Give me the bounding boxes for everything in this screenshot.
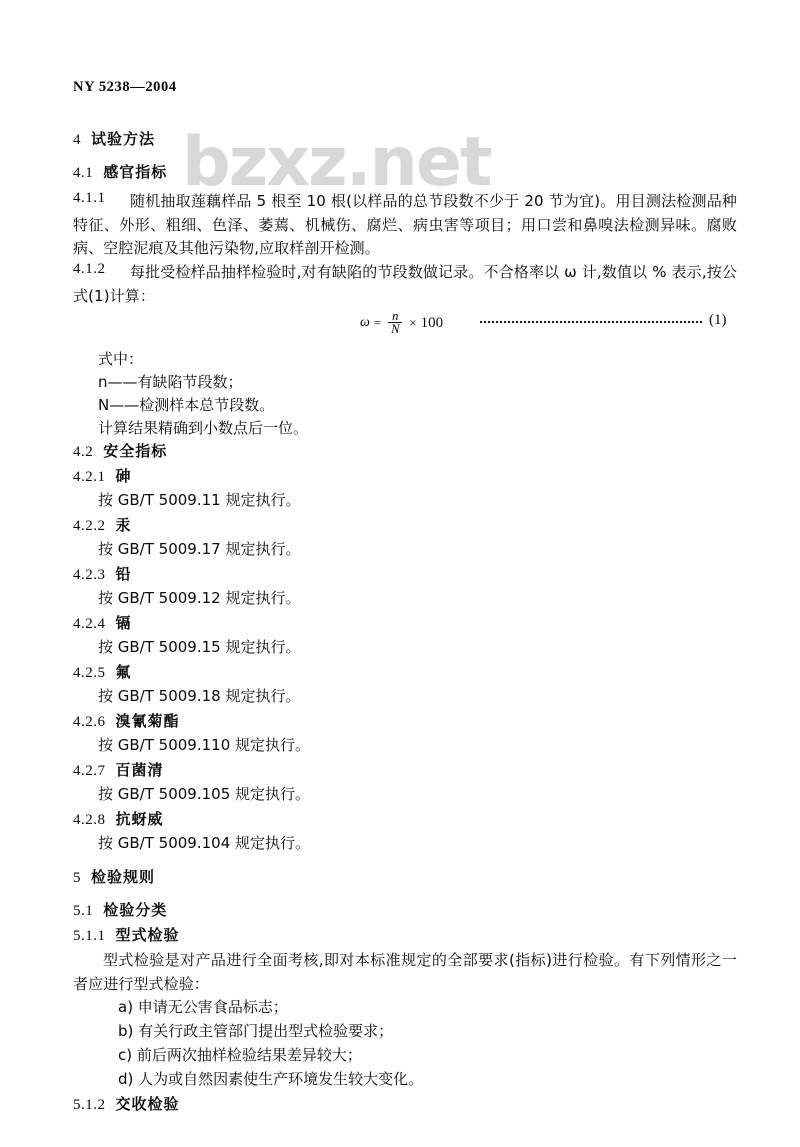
- heading-section-4-2-6: [73, 710, 180, 731]
- body-section-4-2-2: 按 GB/T 5009.17 规定执行。: [98, 540, 301, 558]
- heading-section-4-2-1-title: 砷: [115, 467, 132, 485]
- heading-section-4-2-number: 4.2: [73, 444, 94, 460]
- heading-section-4-2-4-number: 4.2.4: [73, 616, 106, 632]
- heading-section-4-2-3: [73, 563, 132, 584]
- heading-section-4-2-1-number: 4.2.1: [73, 469, 106, 485]
- heading-section-4-1-title: 感官指标: [103, 163, 168, 181]
- heading-section-5-1-1-title: 型式检验: [115, 926, 180, 944]
- heading-section-4-2-7-number: 4.2.7: [73, 763, 106, 779]
- heading-section-5-number: 5: [73, 870, 81, 886]
- list-item-d: d) 人为或自然因素使生产环境发生较大变化。: [118, 1070, 424, 1088]
- formula-numerator: n: [392, 309, 399, 323]
- heading-section-4-2-8-number: 4.2.8: [73, 812, 106, 828]
- heading-section-5-title: 检验规则: [91, 868, 156, 886]
- heading-section-4-2-title: 安全指标: [103, 442, 168, 460]
- heading-section-4-2-2-title: 汞: [115, 516, 132, 534]
- paragraph-5-1-1-text: 型式检验是对产品进行全面考核,即对本标准规定的全部要求(指标)进行检验。有下列情形之一者应进行型式检验：: [73, 951, 737, 993]
- formula-denominator: N: [391, 322, 400, 336]
- heading-section-4-2-7: [73, 759, 164, 780]
- heading-section-4-2-6-number: 4.2.6: [73, 714, 106, 730]
- formula-equation-number: (1): [709, 312, 727, 328]
- list-item-a: a) 申请无公害食品标志；: [118, 998, 288, 1016]
- body-section-4-2-3: 按 GB/T 5009.12 规定执行。: [98, 589, 301, 607]
- heading-section-4-2-4-title: 镉: [115, 614, 132, 632]
- heading-section-4-2-8-title: 抗蚜威: [115, 810, 164, 828]
- heading-section-4: [73, 128, 155, 149]
- heading-section-4-2-5: [73, 661, 132, 682]
- formula-dot-leader: [480, 321, 702, 323]
- body-section-4-2-5: 按 GB/T 5009.18 规定执行。: [98, 687, 301, 705]
- body-section-4-2-7: 按 GB/T 5009.105 规定执行。: [98, 785, 311, 803]
- heading-section-5-1-2: [73, 1093, 180, 1114]
- heading-section-5: [73, 866, 155, 887]
- formula-fraction: [388, 310, 402, 336]
- where-precision-note: 计算结果精确到小数点后一位。: [98, 419, 309, 437]
- formula-multiply-sign: ×: [409, 315, 417, 330]
- heading-section-4-2-3-number: 4.2.3: [73, 567, 106, 583]
- body-section-4-2-8: 按 GB/T 5009.104 规定执行。: [98, 834, 311, 852]
- paragraph-4-1-1-number: 4.1.1: [73, 190, 106, 206]
- heading-section-4-1: [73, 161, 167, 182]
- paragraph-4-1-2-number: 4.1.2: [73, 261, 106, 277]
- watermark-text: bzxz.net: [182, 123, 491, 202]
- formula-factor: 100: [420, 314, 444, 331]
- heading-section-4-2-6-title: 溴氰菊酯: [115, 712, 180, 730]
- paragraph-4-1-2-text: 每批受检样品抽样检验时,对有缺陷的节段数做记录。不合格率以 ω 计,数值以 % 表示,按公式(1)计算：: [73, 263, 737, 305]
- heading-section-5-1-2-number: 5.1.2: [73, 1097, 106, 1113]
- formula-symbol: ω: [360, 315, 370, 330]
- heading-section-5-1-title: 检验分类: [103, 901, 168, 919]
- heading-section-4-2-2-number: 4.2.2: [73, 518, 106, 534]
- heading-section-4-1-number: 4.1: [73, 165, 94, 181]
- heading-section-5-1-2-title: 交收检验: [115, 1095, 180, 1113]
- list-item-b: b) 有关行政主管部门提出型式检验要求；: [118, 1022, 394, 1040]
- heading-section-5-1-1-number: 5.1.1: [73, 928, 106, 944]
- list-item-c: c) 前后两次抽样检验结果差异较大；: [118, 1046, 362, 1064]
- body-section-4-2-1: 按 GB/T 5009.11 规定执行。: [98, 491, 301, 509]
- heading-section-4-2-3-title: 铅: [115, 565, 132, 583]
- heading-section-4-2-4: [73, 612, 132, 633]
- formula-equals: =: [373, 315, 382, 330]
- where-label: 式中：: [98, 350, 144, 368]
- heading-section-5-1: [73, 899, 167, 920]
- body-section-4-2-6: 按 GB/T 5009.110 规定执行。: [98, 736, 311, 754]
- heading-section-4-title: 试验方法: [91, 130, 156, 148]
- heading-section-4-2-5-number: 4.2.5: [73, 665, 106, 681]
- heading-section-4-2: [73, 440, 167, 461]
- heading-section-4-2-8: [73, 808, 164, 829]
- page-header-standard-number: NY 5238—2004: [73, 79, 177, 95]
- heading-section-5-1-number: 5.1: [73, 903, 94, 919]
- body-section-4-2-4: 按 GB/T 5009.15 规定执行。: [98, 638, 301, 656]
- heading-section-4-2-2: [73, 514, 132, 535]
- where-item-n: n——有缺陷节段数；: [98, 373, 243, 391]
- where-item-N: N——检测样本总节段数。: [98, 396, 275, 414]
- heading-section-4-number: 4: [73, 132, 81, 148]
- heading-section-4-2-1: [73, 465, 132, 486]
- heading-section-5-1-1: [73, 924, 180, 945]
- heading-section-4-2-7-title: 百菌清: [115, 761, 164, 779]
- paragraph-4-1-1-text: 随机抽取莲藕样品 5 根至 10 根(以样品的总节段数不少于 20 节为宜)。用目测法检测品种特征、外形、粗细、色泽、萎蔫、机械伤、腐烂、病虫害等项目；用口尝和鼻嗅法检测异味。腐败病、空腔泥痕及其他污染物,应取样剖开检测。: [73, 192, 737, 257]
- heading-section-4-2-5-title: 氟: [115, 663, 132, 681]
- formula-omega: [360, 306, 443, 340]
